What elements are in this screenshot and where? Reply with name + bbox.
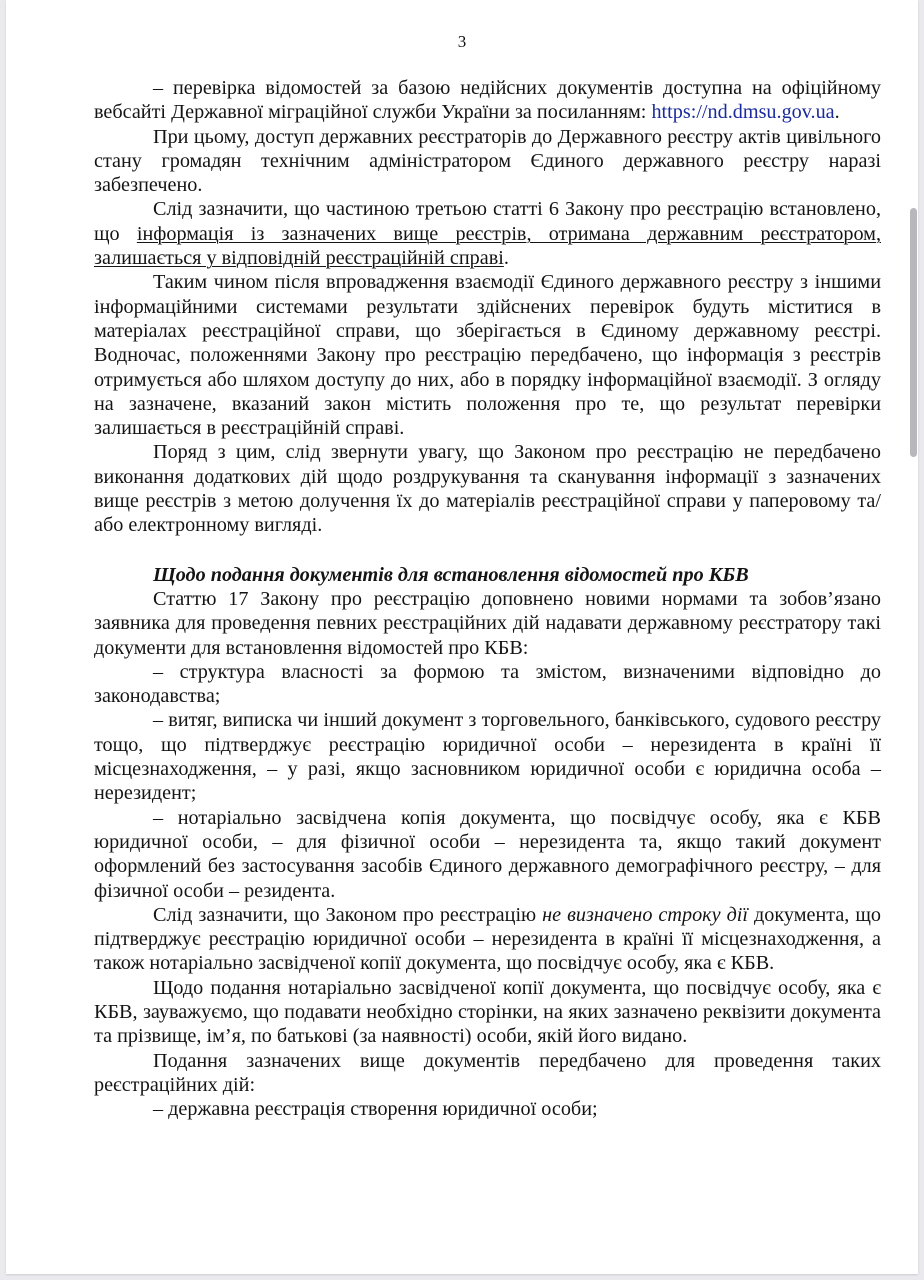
list-item-ownership-structure: – структура власності за формою та змістом, визначеними відповідно до законодавства; — [94, 660, 881, 708]
paragraph-text: Слід зазначити, що Законом про реєстрацію — [153, 903, 543, 926]
document-body — [94, 76, 881, 1121]
paragraph-interaction: Таким чином після впровадження взаємодії Єдиного державного реєстру з іншими інформаційними системами результати здійснених перевірок будуть міститися в матеріалах реєстраційної справи, що зберігається в Єдиному державному реєстрі. Водночас, положеннями Закону про реєстрацію передбачено, що інформація з реєстрів отримується або шляхом доступу до них, або в порядку інформаційної взаємодії. З огляду на зазначене, вказаний закон містить положення про те, що результат перевірки залишається в реєстраційній справі. — [94, 271, 881, 440]
paragraph-notarized-pages: Щодо подання нотаріально засвідченої копії документа, що посвідчує особу, яка є КБВ, зауважуємо, що подавати необхідно сторінки, на яких зазначено реквізити документа та прізвище, ім’я, по батькові (за наявності) особи, якій його видано. — [94, 976, 881, 1048]
paragraph-article-17: Статтю 17 Закону про реєстрацію доповнено новими нормами та зобов’язано заявника для проведення певних реєстраційних дій надавати державному реєстратору такі документи для встановлення відомостей про КБВ: — [94, 587, 881, 659]
italic-text: не визначено строку дії — [542, 903, 749, 926]
paragraph-validity — [94, 903, 881, 976]
dmsu-link[interactable]: https://nd.dmsu.gov.ua — [651, 101, 835, 124]
list-item-notarized-copy: – нотаріально засвідчена копія документа, що посвідчує особу, яка є КБВ юридичної особи, – для фізичної особи – нерезидента та, якщо такий документ оформлений без застосування засобів Єдиного державного демографічного реєстру, – для фізичної особи – резидента. — [94, 806, 881, 902]
underlined-text: інформація із зазначених вище реєстрів, отримана державним реєстратором, залишається у відповідній реєстраційній справі — [94, 222, 882, 270]
list-item-state-registration: – державна реєстрація створення юридичної особи; — [153, 1098, 598, 1121]
vertical-scrollbar[interactable] — [910, 208, 917, 457]
paragraph-text: . — [834, 101, 840, 124]
section-heading: Щодо подання документів для встановлення відомостей про КБВ — [153, 563, 749, 586]
page-number: 3 — [457, 32, 467, 51]
paragraph-text: . — [503, 247, 509, 270]
paragraph-verification — [94, 76, 881, 125]
paragraph-text: документа, що підтверджує реєстрацію юридичної особи – нерезидента в країні її місцезнаходження, а також нотаріально засвідченої копії документа, що посвідчує особу, яка є КБВ. — [94, 903, 882, 975]
list-item-registry-extract: – витяг, виписка чи інший документ з торговельного, банківського, судового реєстру тощо, що підтверджує реєстрацію юридичної особи – нерезидента в країні її місцезнаходження, – у разі, якщо засновником юридичної особи є юридична особа – нерезидент; — [94, 709, 881, 805]
paragraph-registration-actions: Подання зазначених вище документів передбачено для проведення таких реєстраційних дій: — [94, 1049, 881, 1096]
paragraph-law-article-6 — [94, 197, 881, 270]
paragraph-text: Слід зазначити, що частиною третьою статті 6 Закону про реєстрацію встановлено, що — [94, 198, 881, 245]
document-page — [6, 0, 918, 1274]
paragraph-text: – перевірка відомостей за базою недійсних документів доступна на офіційному вебсайті Державної міграційної служби України за посиланням: — [94, 77, 881, 124]
paragraph-access: При цьому, доступ державних реєстраторів до Державного реєстру актів цивільного стану громадян технічним адміністратором Єдиного державного реєстру наразі забезпечено. — [94, 125, 881, 197]
paragraph-no-printing: Поряд з цим, слід звернути увагу, що Законом про реєстрацію не передбачено виконання додаткових дій щодо роздрукування та сканування інформації з зазначених вище реєстрів з метою долучення їх до матеріалів реєстраційної справи у паперовому та/або електронному вигляді. — [94, 441, 881, 537]
